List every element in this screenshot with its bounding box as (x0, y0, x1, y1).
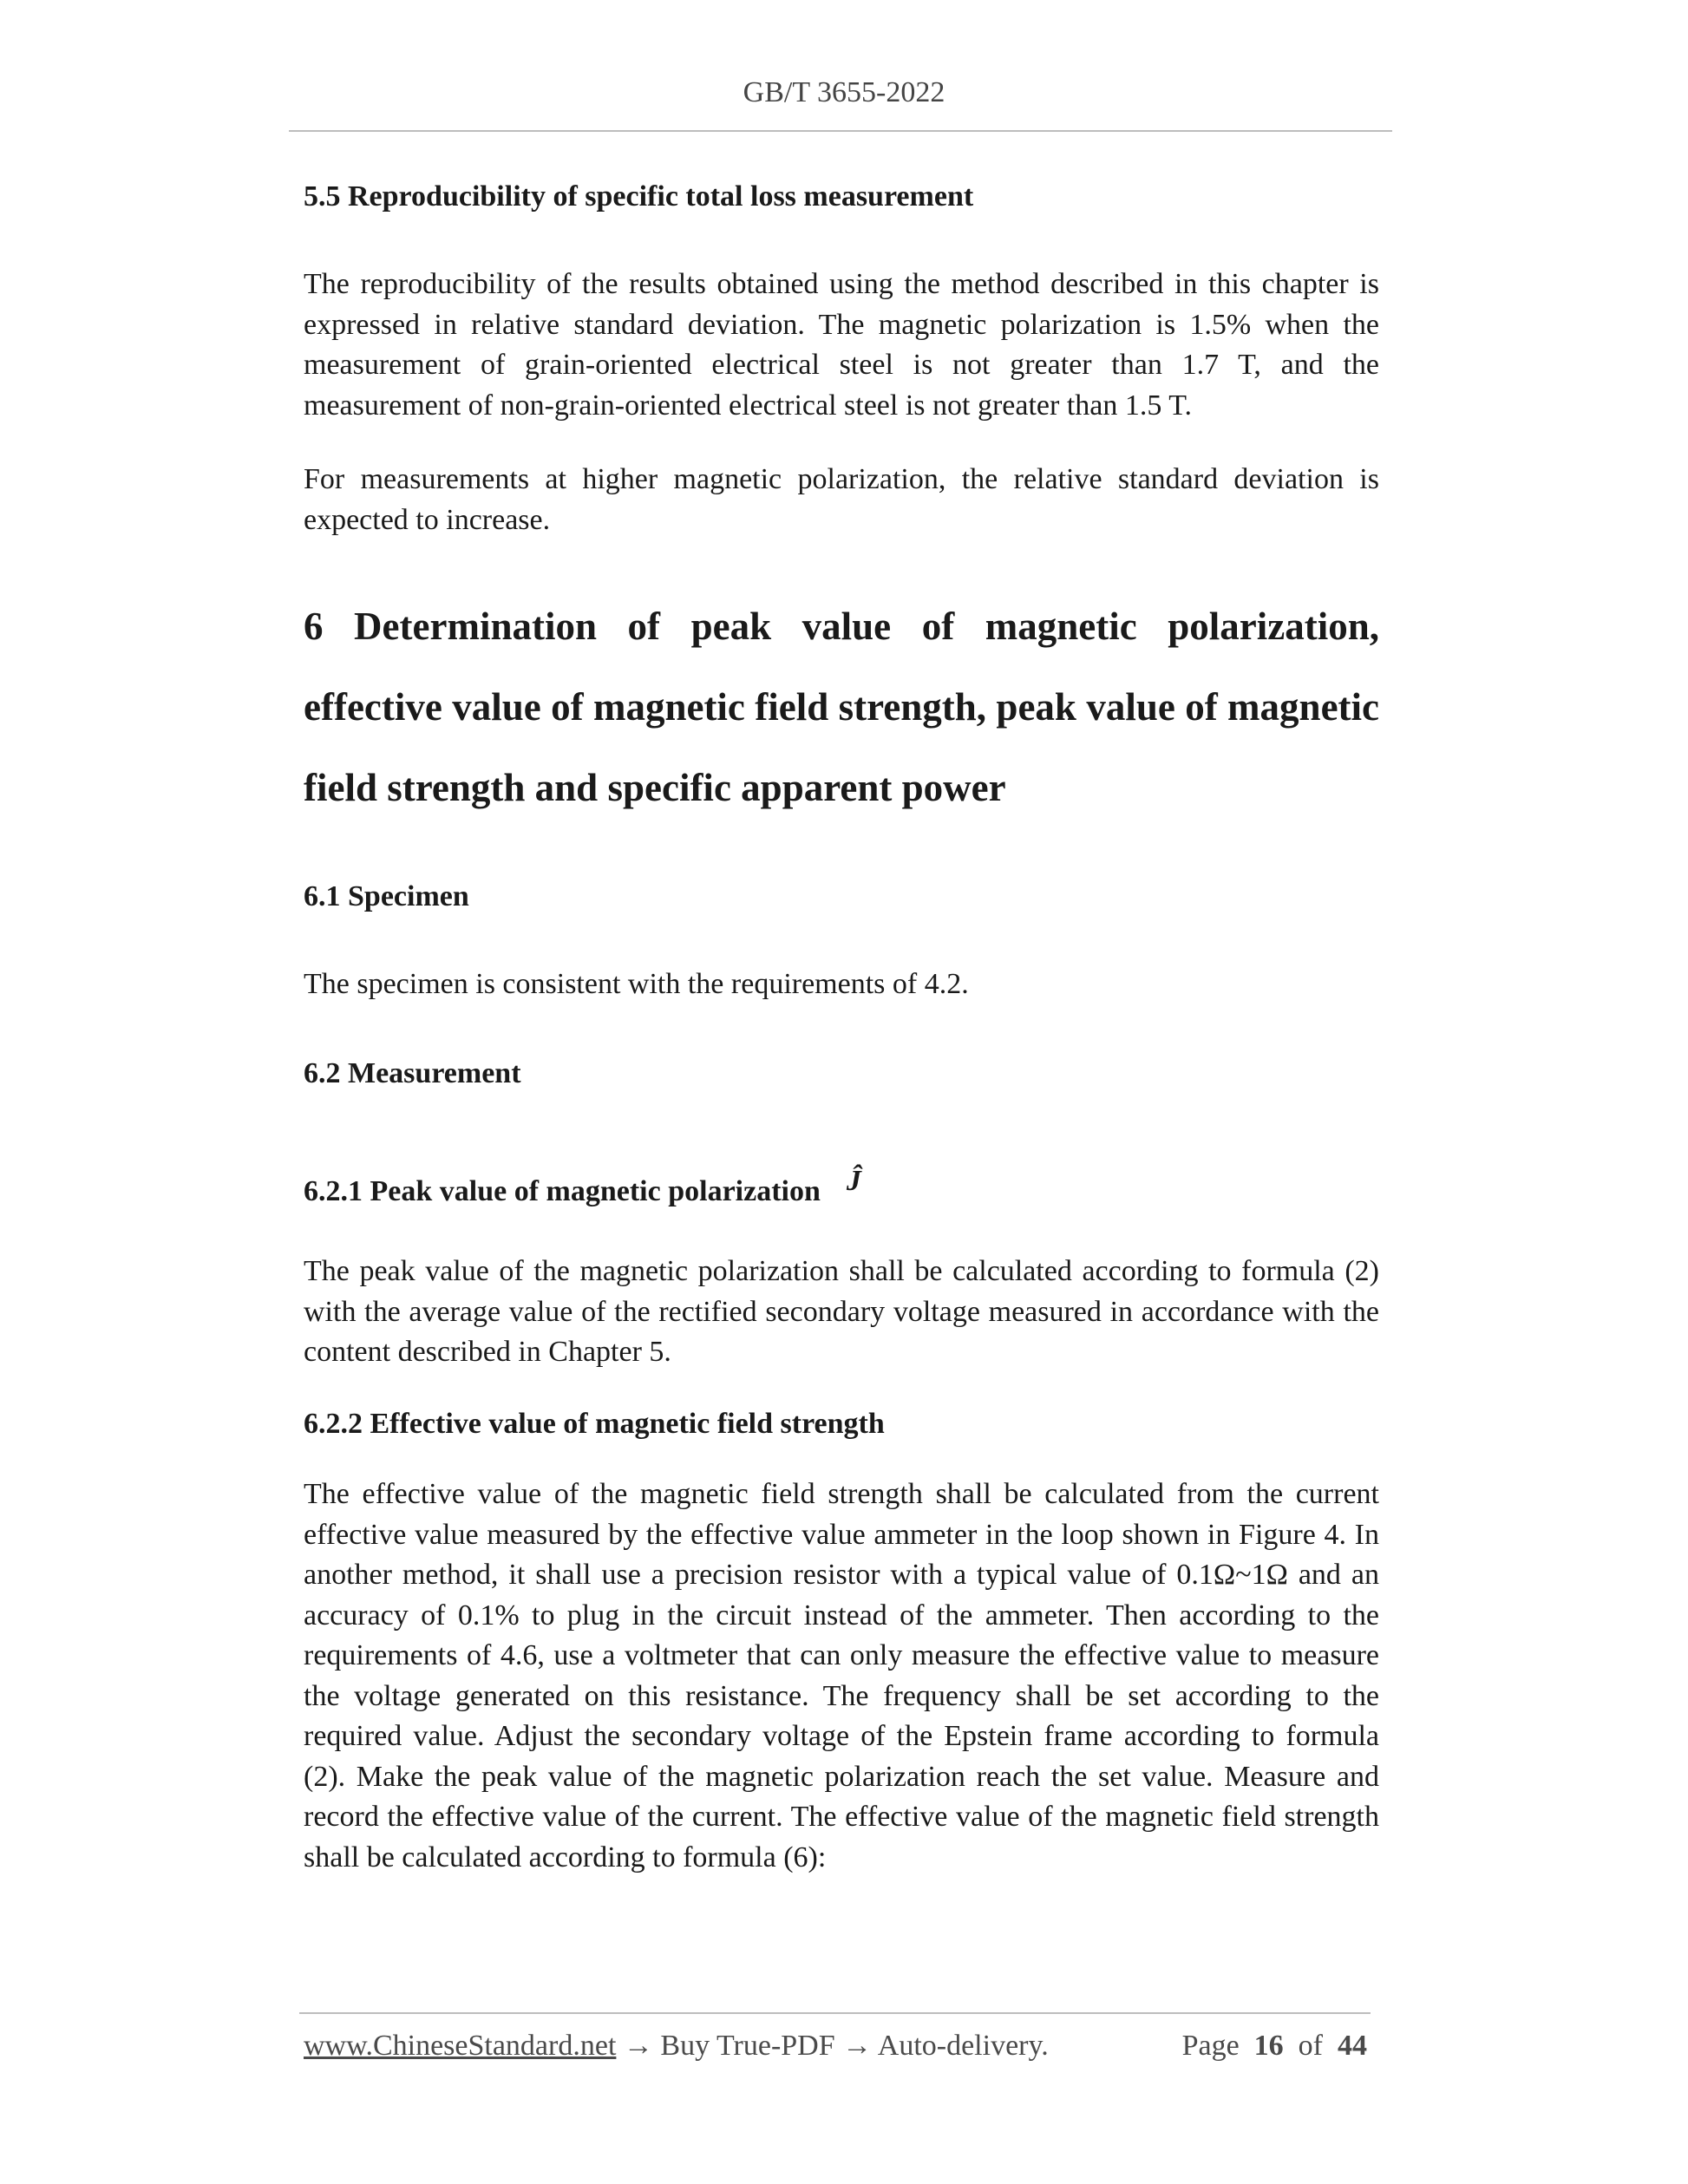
website-link[interactable]: www.ChineseStandard.net (304, 2030, 617, 2062)
page-current: 16 (1253, 2030, 1284, 2062)
footer-divider (299, 2012, 1371, 2014)
peak-polarization-symbol: Ĵ (846, 1165, 861, 1197)
section-6-1-paragraph: The specimen is consistent with the requirements of 4.2. (304, 968, 969, 1000)
section-6-1-heading: 6.1 Specimen (304, 880, 469, 912)
header-divider (289, 130, 1392, 132)
section-6-2-2-paragraph: The effective value of the magnetic field strength shall be calculated from the current effective value measured by the effective value ammeter in the loop shown in Figure 4. In another method, it shall use a precision resistor with a typical value of 0.1Ω~1Ω and an accuracy of 0.1% to plug in the circuit instead of the ammeter. Then according to the requirements of 4.6, use a voltmeter that can only measure the effective value to measure the voltage generated on this resistance. The frequency shall be set according to the required value. Adjust the secondary voltage of the Epstein frame according to formula (2). Make the peak value of the magnetic polarization reach the set value. Measure and record the effective value of the current. The effective value of the magnetic field strength shall be calculated according to formula (6): (304, 1478, 1379, 1873)
chapter-6-heading: 6 Determination of peak value of magnetic polarization, effective value of magnetic field strength, peak value of magnetic field strength and specific apparent power (304, 605, 1379, 809)
section-5-5-heading: 5.5 Reproducibility of specific total loss measurement (304, 180, 974, 213)
section-6-2-heading: 6.2 Measurement (304, 1057, 521, 1089)
section-6-2-2-heading: 6.2.2 Effective value of magnetic field strength (304, 1408, 885, 1440)
page-total: 44 (1338, 2030, 1367, 2062)
page-indicator (1182, 2030, 1367, 2063)
section-6-2-1-heading-row (304, 1165, 861, 1211)
page-of: of (1298, 2030, 1323, 2062)
document-code: GB/T 3655-2022 (743, 76, 945, 108)
page-label: Page (1181, 2030, 1240, 2062)
section-6-2-1-paragraph: The peak value of the magnetic polarization shall be calculated according to formula (2) with the average value of the rectified secondary voltage measured in accordance with the content described in Chapter 5. (304, 1255, 1379, 1368)
footer-promo-text: → Buy True-PDF → Auto-delivery. (616, 2030, 1049, 2062)
footer-promo (304, 2030, 1049, 2063)
section-5-5-paragraph-2: For measurements at higher magnetic polarization, the relative standard deviation is expected to increase. (304, 463, 1379, 536)
section-5-5-paragraph-1: The reproducibility of the results obtained using the method described in this chapter is expressed in relative standard deviation. The magnetic polarization is 1.5% when the measurement of grain-oriented electrical steel is not greater than 1.7 T, and the measurement of non-grain-oriented electrical steel is not greater than 1.5 T. (304, 268, 1379, 422)
section-6-2-1-heading: 6.2.1 Peak value of magnetic polarization (304, 1175, 821, 1207)
